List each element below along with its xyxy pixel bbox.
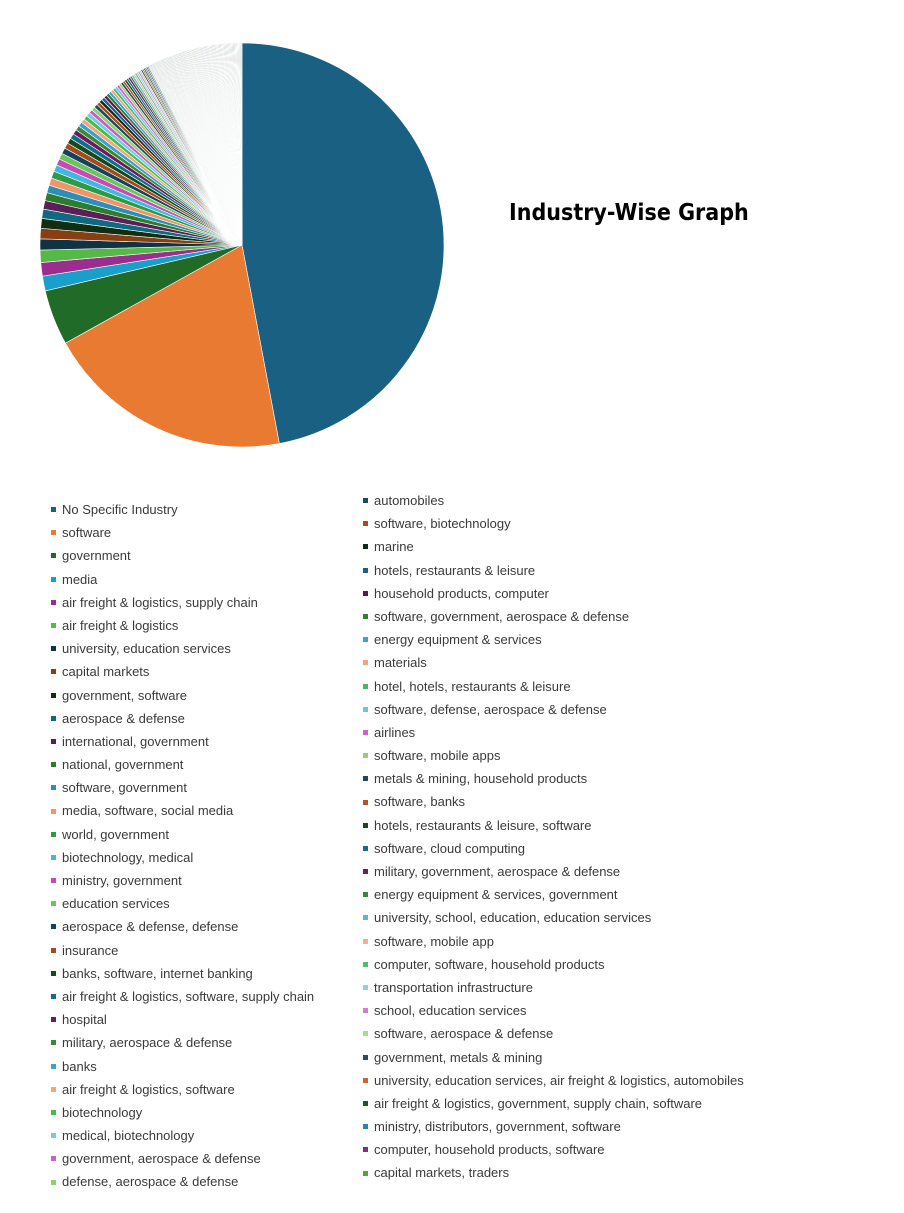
legend-swatch: [51, 878, 56, 883]
legend-item: [51, 915, 314, 938]
legend-swatch: [363, 1008, 368, 1013]
legend-label: air freight & logistics, software: [62, 1081, 235, 1097]
legend-label: software, banks: [374, 794, 466, 810]
legend-swatch: [363, 800, 368, 805]
legend-swatch: [363, 892, 368, 897]
legend-item: [363, 721, 744, 744]
legend-item: [363, 744, 744, 767]
legend-item: [51, 1147, 314, 1170]
legend-swatch: [51, 1087, 56, 1092]
legend-swatch: [363, 1031, 368, 1036]
legend-item: [363, 605, 744, 628]
legend-label: university, education services: [62, 641, 231, 657]
legend-swatch: [363, 1124, 368, 1129]
legend-item: [51, 1031, 314, 1054]
legend-item: [51, 1008, 314, 1031]
legend-swatch: [51, 832, 56, 837]
legend-item: [363, 582, 744, 605]
legend-swatch: [363, 1101, 368, 1106]
legend-item: [51, 1078, 314, 1101]
legend-swatch: [51, 948, 56, 953]
pie-chart-area: [0, 0, 904, 480]
legend-item: [51, 846, 314, 869]
legend-swatch: [51, 739, 56, 744]
legend-item: [363, 1046, 744, 1069]
legend-swatch: [363, 684, 368, 689]
legend-swatch: [51, 577, 56, 582]
legend-swatch: [363, 591, 368, 596]
legend-label: metals & mining, household products: [374, 771, 588, 787]
legend-swatch: [363, 1147, 368, 1152]
legend-item: [363, 1022, 744, 1045]
legend-item: [363, 512, 744, 535]
legend-item: [363, 930, 744, 953]
pie-slice-0: [242, 43, 444, 444]
legend-item: [51, 591, 314, 614]
legend-item: [51, 962, 314, 985]
legend-item: [51, 869, 314, 892]
legend-label: aerospace & defense: [62, 710, 185, 726]
legend-label: energy equipment & services, government: [374, 887, 618, 903]
legend-swatch: [51, 507, 56, 512]
legend-swatch: [51, 646, 56, 651]
legend-swatch: [363, 1171, 368, 1176]
legend-item: [363, 767, 744, 790]
legend-label: government, metals & mining: [374, 1049, 543, 1065]
legend-swatch: [51, 1156, 56, 1161]
legend-label: hotels, restaurants & leisure, software: [374, 817, 592, 833]
legend-label: government, software: [62, 687, 188, 703]
legend-item: [51, 498, 314, 521]
legend-label: ministry, distributors, government, software: [374, 1119, 621, 1135]
legend-item: [363, 790, 744, 813]
legend-label: materials: [374, 655, 427, 671]
legend-label: government: [62, 548, 131, 564]
legend-swatch: [51, 855, 56, 860]
legend-item: [51, 730, 314, 753]
legend-label: international, government: [62, 733, 209, 749]
legend-item: [363, 814, 744, 837]
legend-label: university, school, education, education services: [374, 910, 652, 926]
legend-item: [51, 637, 314, 660]
legend-swatch: [51, 693, 56, 698]
legend-swatch: [363, 1078, 368, 1083]
legend-label: air freight & logistics, software, supply chain: [62, 988, 315, 1004]
legend-swatch: [363, 962, 368, 967]
legend-item: [363, 1138, 744, 1161]
legend-label: air freight & logistics, government, supply chain, software: [374, 1095, 703, 1111]
legend-swatch: [51, 809, 56, 814]
legend-label: media: [62, 571, 98, 587]
legend-item: [51, 1124, 314, 1147]
legend-label: airlines: [374, 724, 416, 740]
legend-label: automobiles: [374, 493, 445, 508]
legend-swatch: [51, 1064, 56, 1069]
legend-swatch: [363, 939, 368, 944]
legend-swatch: [363, 985, 368, 990]
legend-label: No Specific Industry: [62, 502, 178, 517]
legend-swatch: [363, 544, 368, 549]
legend-swatch: [363, 776, 368, 781]
legend-item: [363, 860, 744, 883]
legend-item: [363, 1115, 744, 1138]
legend-item: [363, 675, 744, 698]
legend-swatch: [363, 869, 368, 874]
legend-label: defense, aerospace & defense: [62, 1174, 239, 1190]
legend-label: school, education services: [374, 1003, 527, 1019]
legend-label: medical, biotechnology: [62, 1128, 195, 1144]
legend-item: [51, 892, 314, 915]
legend-item: [51, 776, 314, 799]
legend-item: [363, 628, 744, 651]
legend-swatch: [51, 1040, 56, 1045]
legend-swatch: [363, 637, 368, 642]
legend-item: [51, 1101, 314, 1124]
legend-swatch: [363, 614, 368, 619]
legend-item: [51, 660, 314, 683]
legend-label: software, government, aerospace & defense: [374, 608, 630, 624]
legend-swatch: [363, 660, 368, 665]
legend-item: [51, 707, 314, 730]
legend-label: software, cloud computing: [374, 840, 526, 856]
legend-swatch: [51, 600, 56, 605]
legend-label: hotels, restaurants & leisure: [374, 562, 536, 578]
legend-label: air freight & logistics: [62, 617, 179, 633]
legend-swatch: [51, 1180, 56, 1185]
legend-swatch: [51, 553, 56, 558]
legend-item: [363, 1069, 744, 1092]
legend-label: capital markets: [62, 664, 150, 680]
legend-item: [363, 651, 744, 674]
legend-item: [363, 698, 744, 721]
legend-label: university, education services, air freight & logistics, automobiles: [374, 1072, 744, 1088]
legend-swatch: [363, 568, 368, 573]
legend-label: software, defense, aerospace & defense: [374, 701, 607, 717]
chart-title: Industry-Wise Graph: [509, 200, 749, 226]
legend-item: [363, 559, 744, 582]
legend-swatch: [363, 730, 368, 735]
legend-swatch: [51, 762, 56, 767]
legend-label: energy equipment & services: [374, 632, 542, 648]
legend-swatch: [363, 707, 368, 712]
legend-label: software, biotechnology: [374, 516, 511, 532]
pie-chart: [0, 0, 520, 480]
legend-item: [363, 1092, 744, 1115]
legend-swatch: [51, 716, 56, 721]
legend-swatch: [51, 1110, 56, 1115]
legend-swatch: [363, 521, 368, 526]
legend-label: capital markets, traders: [374, 1165, 510, 1181]
legend-swatch: [363, 498, 368, 503]
legend-swatch: [51, 530, 56, 535]
legend-swatch: [363, 1055, 368, 1060]
legend-label: education services: [62, 896, 170, 912]
legend-label: banks: [62, 1058, 97, 1074]
legend-item: [363, 1161, 744, 1184]
legend-swatch: [363, 915, 368, 920]
legend-item: [363, 837, 744, 860]
legend-label: media, software, social media: [62, 803, 234, 819]
legend-item: [363, 883, 744, 906]
legend-swatch: [363, 753, 368, 758]
legend-label: world, government: [62, 826, 169, 842]
legend-item: [51, 684, 314, 707]
legend-label: military, government, aerospace & defense: [374, 864, 621, 879]
legend-item: [51, 1170, 314, 1193]
legend-swatch: [51, 1017, 56, 1022]
legend-label: software, aerospace & defense: [374, 1026, 554, 1042]
legend-label: software: [62, 525, 112, 541]
legend-swatch: [363, 846, 368, 851]
legend-label: software, mobile apps: [374, 748, 501, 764]
legend-label: national, government: [62, 757, 184, 773]
legend-item: [51, 614, 314, 637]
legend-item: [363, 953, 744, 976]
legend-label: hotel, hotels, restaurants & leisure: [374, 678, 571, 694]
legend-item: [363, 999, 744, 1022]
legend-label: government, aerospace & defense: [62, 1151, 261, 1167]
legend-label: hospital: [62, 1012, 107, 1028]
legend-item: [51, 568, 314, 591]
legend-left-column: [51, 498, 314, 1194]
legend-item: [51, 823, 314, 846]
legend-swatch: [51, 971, 56, 976]
legend-swatch: [51, 994, 56, 999]
legend-label: aerospace & defense, defense: [62, 919, 239, 935]
legend-item: [51, 544, 314, 567]
legend-swatch: [51, 924, 56, 929]
legend-label: military, aerospace & defense: [62, 1035, 233, 1051]
legend-item: [363, 489, 744, 512]
legend-swatch: [51, 669, 56, 674]
legend-label: transportation infrastructure: [374, 979, 533, 995]
legend-label: biotechnology: [62, 1104, 143, 1120]
legend-label: software, government: [62, 780, 188, 796]
legend-item: [51, 799, 314, 822]
legend-label: computer, software, household products: [374, 956, 605, 972]
legend-label: biotechnology, medical: [62, 849, 194, 865]
legend-label: ministry, government: [62, 873, 182, 888]
legend-item: [51, 521, 314, 544]
legend-item: [51, 753, 314, 776]
legend-right-column: [363, 489, 744, 1185]
legend-item: [51, 939, 314, 962]
legend-item: [363, 906, 744, 929]
legend-item: [51, 985, 314, 1008]
legend-swatch: [51, 785, 56, 790]
legend-label: household products, computer: [374, 585, 549, 601]
legend-item: [363, 535, 744, 558]
legend-swatch: [51, 901, 56, 906]
legend-label: air freight & logistics, supply chain: [62, 594, 258, 610]
legend-label: software, mobile app: [374, 933, 494, 949]
legend-swatch: [363, 823, 368, 828]
legend-swatch: [51, 623, 56, 628]
legend-label: banks, software, internet banking: [62, 965, 253, 981]
legend-label: insurance: [62, 942, 119, 958]
legend-item: [51, 1055, 314, 1078]
legend-swatch: [51, 1133, 56, 1138]
legend-label: computer, household products, software: [374, 1142, 605, 1158]
legend-label: marine: [374, 539, 414, 555]
legend-item: [363, 976, 744, 999]
